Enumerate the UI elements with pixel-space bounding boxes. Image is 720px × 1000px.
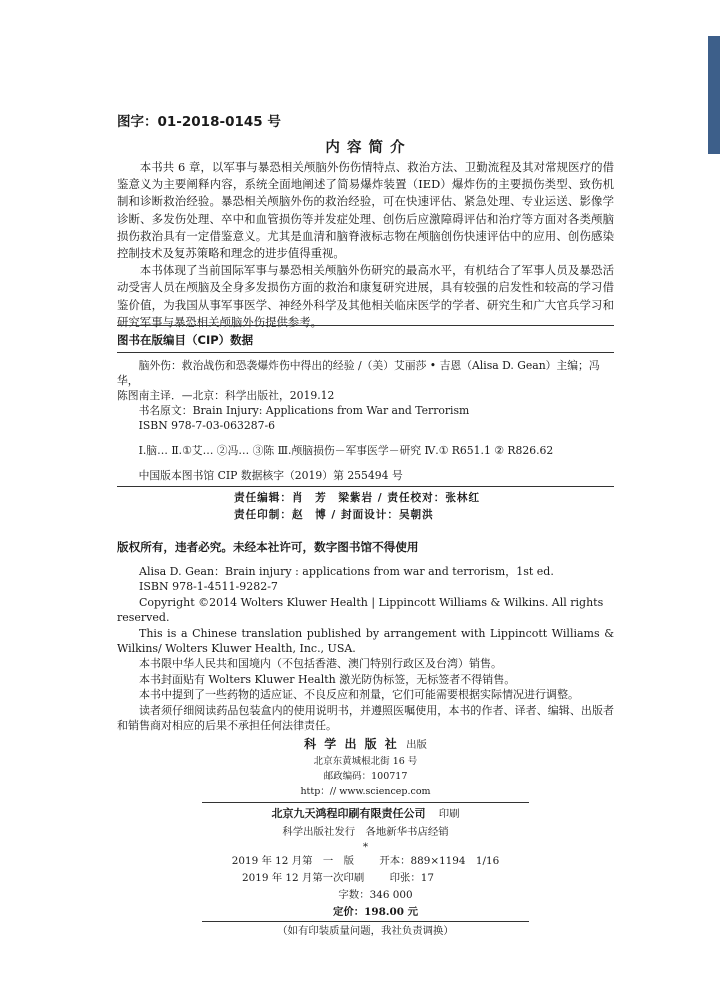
summary-body	[117, 159, 614, 331]
edition-row-1	[117, 853, 614, 870]
rights-line-1: Alisa D. Gean：Brain injury : applications from war and terrorism，1st ed.	[139, 565, 554, 578]
rights-line-2: ISBN 978-1-4511-9282-7	[139, 580, 278, 594]
rights-line-3: Copyright ©2014 Wolters Kluwer Health | Lippincott Williams & Wilkins. All rights reserved.	[117, 595, 604, 625]
rights-line-4: This is a Chinese translation published by arrangement with Lippincott Williams & Wilkins/ Wolters Kluwer Health, Inc., USA.	[117, 626, 614, 656]
publisher-address: 北京东黄城根北街 16 号	[313, 756, 418, 767]
cip-block	[117, 358, 614, 483]
page-edge-tab	[708, 36, 720, 154]
summary-paragraph-2: 本书体现了当前国际军事与暴恐相关颅脑外伤研究的最高水平，有机结合了军事人员及暴恐活动受害人员在颅脑及全身多发损伤方面的救治和康复研究进展，具有较强的启发性和较高的学习借鉴价值，为我国从事军事医学、神经外科学及其他相关临床医学的学者、研究生和广大官兵学习和研究军事与暴恐相关颅脑外伤提供参考。	[117, 263, 614, 329]
staff-credits	[200, 490, 600, 524]
format: 开本：889×1194 1/16	[379, 855, 500, 867]
divider-staff	[117, 486, 614, 487]
printer-line	[117, 805, 614, 823]
publisher-role: 出版	[406, 739, 427, 751]
permit-number: 图字：01-2018-0145 号	[117, 114, 281, 130]
summary-paragraph-1: 本书共 6 章，以军事与暴恐相关颅脑外伤伤情特点、救治方法、卫勤流程及其对常规医疗的借鉴意义为主要阐释内容，系统全面地阐述了简易爆炸装置（IED）爆炸伤的主要损伤类型、致伤机制和诊断救治经验。暴恐相关颅脑外伤的救治经验，可在快速评估、紧急处理、专业运送、影像学诊断、多发伤处理、卒中和血管损伤等并发症处理、创伤后应激障碍评估和治疗等方面对各类颅脑损伤救治具有一定借鉴意义。尤其是血清和脑脊液标志物在颅脑创伤快速评估中的应用、创伤感染控制技术及复苏策略和理念的进步值得重视。	[117, 160, 614, 261]
rights-line-6: 本书封面贴有 Wolters Kluwer Health 激光防伪标签，无标签者不得销售。	[139, 672, 516, 686]
sheets: 印张：17	[389, 872, 435, 884]
printing-1: 2019 年 12 月第一次印刷	[241, 872, 365, 884]
staff-line-1: 责任编辑：肖 芳 梁紫岩 / 责任校对：张林红	[234, 492, 481, 504]
staff-line-2: 责任印制：赵 博 / 封面设计：吴朝洪	[234, 509, 434, 521]
rights-block	[117, 564, 614, 733]
rights-heading: 版权所有，违者必究。未经本社许可，数字图书馆不得使用	[117, 540, 419, 554]
edition-1: 2019 年 12 月第 一 版	[231, 855, 355, 867]
cip-line-4: ISBN 978-7-03-063287-6	[138, 419, 275, 432]
publisher-name: 科 学 出 版 社	[304, 737, 399, 751]
summary-title: 内 容 简 介	[325, 140, 406, 156]
cip-heading: 图书在版编目（CIP）数据	[117, 333, 254, 347]
colophon	[117, 736, 614, 940]
cip-line-5: Ⅰ.脑… Ⅱ.①艾… ②冯… ③陈 Ⅲ.颅脑损伤－军事医学－研究 Ⅳ.① R651.1 ② R826.62	[138, 444, 554, 457]
edition-row-2	[117, 870, 614, 887]
publisher-line	[117, 736, 614, 754]
printer-name: 北京九天鸿程印刷有限责任公司	[271, 807, 426, 820]
publisher-postcode: 邮政编码：100717	[323, 771, 408, 782]
price: 定价：198.00 元	[333, 906, 418, 918]
cip-line-2: 陈图南主译．—北京：科学出版社，2019.12	[117, 389, 335, 402]
rights-line-7: 本书中提到了一些药物的适应证、不良反应和剂量，它们可能需要根据实际情况进行调整。	[139, 688, 579, 702]
printer-role: 印刷	[438, 808, 460, 820]
quality-note: （如有印装质量问题，我社负责调换）	[277, 925, 454, 937]
cip-line-6: 中国版本图书馆 CIP 数据核字（2019）第 255494 号	[138, 469, 403, 482]
cip-line-1: 脑外伤：救治战伤和恐袭爆炸伤中得出的经验 /（美）艾丽莎 • 吉恩（Alisa D. Gean）主编；冯华，	[117, 359, 600, 387]
word-count: 字数：346 000	[338, 889, 413, 901]
distribution: 科学出版社发行 各地新华书店经销	[282, 826, 449, 838]
divider-cip	[117, 352, 614, 353]
cip-line-3: 书名原文：Brain Injury: Applications from War and Terrorism	[138, 404, 470, 417]
rights-line-5: 本书限中华人民共和国境内（不包括香港、澳门特别行政区及台湾）销售。	[139, 657, 502, 671]
publisher-website: http：// www.sciencep.com	[300, 786, 431, 797]
divider-top	[117, 325, 614, 326]
colophon-star: *	[362, 841, 369, 853]
colophon-divider-1	[202, 802, 529, 803]
rights-line-8: 读者须仔细阅读药品包装盒内的使用说明书，并遵照医嘱使用，本书的作者、译者、编辑、出版者和销售商对相应的后果不承担任何法律责任。	[117, 703, 614, 733]
